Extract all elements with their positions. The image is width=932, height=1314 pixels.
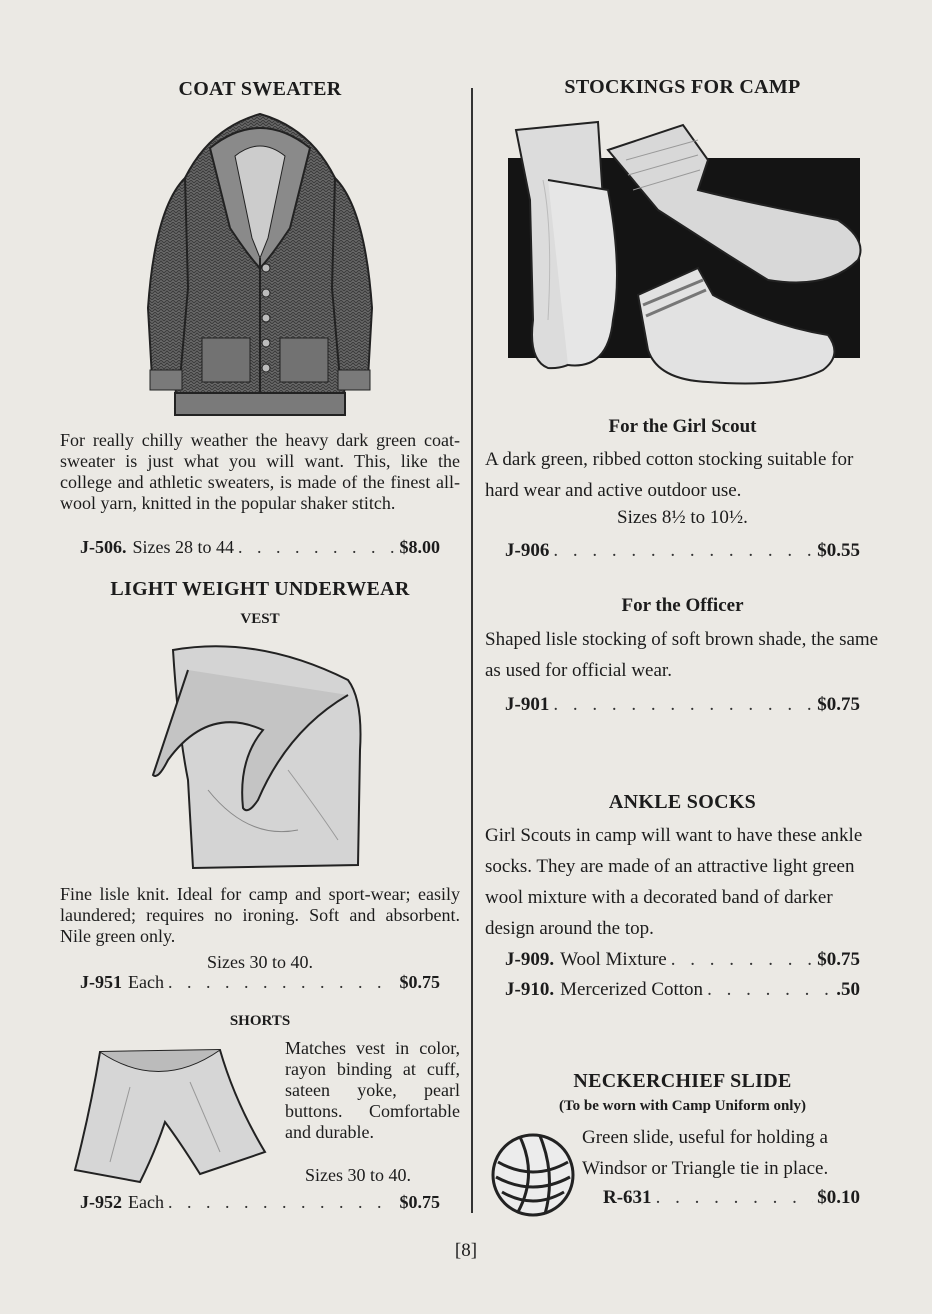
page-number: [8] (454, 1240, 478, 1261)
column-divider (471, 88, 473, 1213)
leader-dots (168, 972, 396, 993)
neckerchief-price-row (603, 1187, 860, 1209)
shorts-label: SHORTS (229, 1013, 291, 1029)
neckerchief-slide-illustration (490, 1132, 576, 1218)
leader-dots (553, 694, 813, 716)
girl-scout-price-row (505, 540, 860, 562)
underwear-heading: LIGHT WEIGHT UNDERWEAR (110, 578, 410, 600)
item-code: J-952 (80, 1192, 122, 1212)
officer-price-row (505, 694, 860, 716)
vest-illustration (148, 640, 368, 870)
shorts-description: Matches vest in color, rayon binding at cuff, sateen yoke, pearl buttons. Comfortable and durable. (285, 1038, 460, 1142)
ankle-socks-wool-row (505, 949, 860, 971)
ankle-socks-heading: ANKLE SOCKS (608, 791, 757, 813)
item-code: J-910. (505, 979, 555, 1000)
shorts-illustration (70, 1042, 270, 1187)
leader-dots (656, 1187, 814, 1209)
leader-dots (553, 540, 813, 562)
item-price: $8.00 (399, 537, 440, 557)
leader-dots (168, 1192, 396, 1213)
girl-scout-description: A dark green, ribbed cotton stocking suitable for hard wear and active outdoor use. (485, 449, 854, 501)
leader-dots (671, 949, 814, 971)
item-code: J-906 (505, 540, 550, 561)
ankle-socks-description: Girl Scouts in camp will want to have these ankle socks. They are made of an attractive light green wool mixture with a decorated band of darker design around the top. (485, 825, 863, 939)
neckerchief-subtitle: (To be worn with Camp Uniform only) (559, 1098, 806, 1114)
coat-sweater-heading: COAT SWEATER (178, 78, 342, 100)
coat-sweater-price-row (80, 537, 440, 558)
item-price: .50 (836, 979, 860, 1000)
item-code: J-901 (505, 694, 550, 715)
leader-dots (238, 537, 396, 558)
girl-scout-title: For the Girl Scout (608, 416, 757, 437)
vest-description: Fine lisle knit. Ideal for camp and sport-wear; easily laundered; requires no ironing. Soft and absorbent. Nile green only. (60, 884, 460, 946)
vest-label: VEST (240, 611, 280, 627)
neckerchief-description: Green slide, useful for holding a Windsor or Triangle tie in place. (582, 1127, 829, 1179)
shorts-price-row (80, 1192, 440, 1213)
item-price: $0.10 (817, 1187, 860, 1208)
item-detail: Sizes 28 to 44 (132, 537, 234, 557)
neckerchief-heading: NECKERCHIEF SLIDE (573, 1070, 792, 1092)
item-name: Wool Mixture (560, 949, 667, 970)
item-name: Mercerized Cotton (560, 979, 704, 1000)
vest-sizes: Sizes 30 to 40. (207, 952, 313, 972)
item-price: $0.75 (399, 972, 440, 992)
coat-sweater-description: For really chilly weather the heavy dark green coat-sweater is just what you will want. This, like the college and athletic sweaters, is made of the finest all-wool yarn, knitted in the popular shaker stitch. (60, 430, 460, 513)
item-price: $0.75 (817, 949, 860, 970)
ankle-socks-cotton-row (505, 979, 860, 1001)
item-code: J-506. (80, 537, 127, 557)
item-each: Each (128, 1192, 164, 1212)
coat-sweater-illustration (140, 108, 380, 424)
item-code: J-951 (80, 972, 122, 992)
item-each: Each (128, 972, 164, 992)
vest-price-row (80, 972, 440, 993)
officer-description: Shaped lisle stocking of soft brown shade, the same as used for official wear. (485, 629, 879, 681)
item-price: $0.75 (817, 694, 860, 715)
girl-scout-sizes: Sizes 8½ to 10½. (617, 507, 748, 528)
item-price: $0.55 (817, 540, 860, 561)
officer-title: For the Officer (621, 595, 744, 616)
stockings-heading: STOCKINGS FOR CAMP (564, 76, 801, 98)
shorts-sizes: Sizes 30 to 40. (305, 1165, 411, 1185)
leader-dots (707, 979, 832, 1001)
item-price: $0.75 (399, 1192, 440, 1212)
item-code: R-631 (603, 1187, 652, 1208)
stockings-illustration (508, 120, 863, 390)
item-code: J-909. (505, 949, 555, 970)
